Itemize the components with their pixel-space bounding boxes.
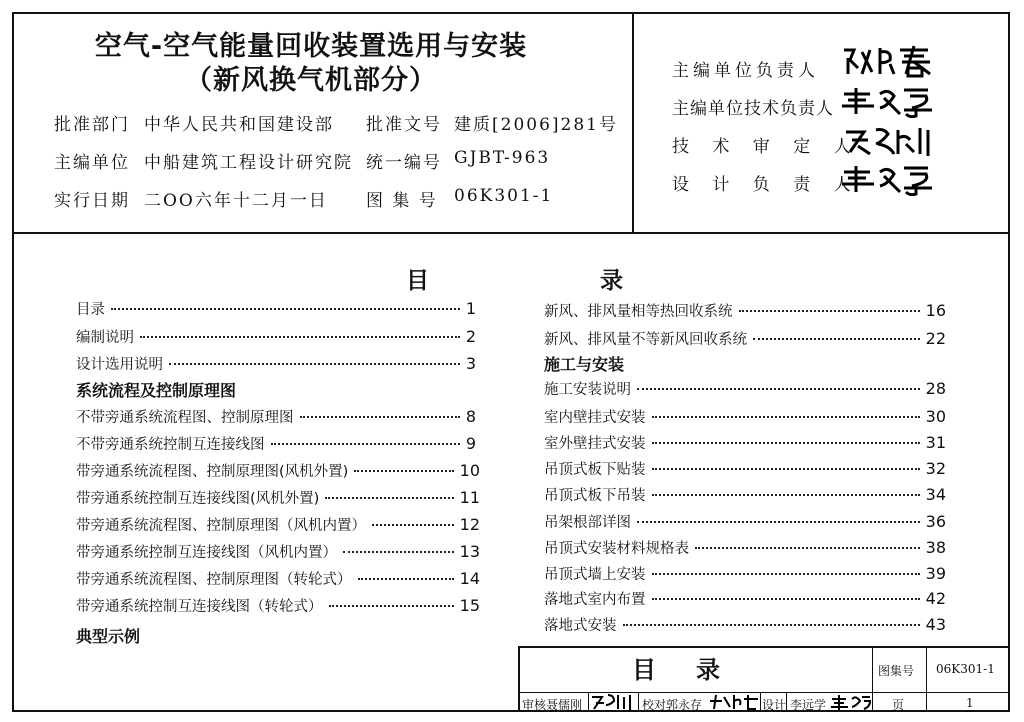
toc-entry-page: 28: [925, 379, 946, 398]
atlas-no-label: 图集号: [878, 664, 915, 678]
toc-entry-text: 吊顶式板下吊装: [544, 488, 646, 504]
meta-label-approval-dept: 批准部门: [54, 115, 130, 135]
toc-section-heading: 典型示例: [76, 627, 141, 646]
leader-dots: [111, 308, 460, 310]
toc-entry[interactable]: [544, 300, 946, 321]
toc-entry-text: 目录: [76, 302, 105, 318]
reviewer-name: 聂儒刚: [546, 698, 583, 712]
toc-title-right: 录: [600, 268, 623, 294]
toc-entry[interactable]: [76, 353, 476, 374]
toc-entry-text: 带旁通系统流程图、控制原理图（风机内置）: [76, 518, 366, 534]
leader-dots: [637, 388, 920, 390]
document-title: 空气-空气能量回收装置选用与安装: [94, 31, 528, 62]
tb-divider: [760, 692, 761, 712]
toc-entry-text: 吊顶式板下贴装: [544, 462, 646, 478]
toc-entry[interactable]: [76, 568, 480, 589]
toc-entry-page: 15: [459, 596, 480, 615]
leader-dots: [623, 624, 920, 626]
meta-value-approval-dept: 中华人民共和国建设部: [144, 115, 334, 135]
toc-entry-page: 1: [465, 299, 476, 318]
signature-label-tech-chief: 主编单位技术负责人: [672, 99, 834, 119]
signature-label-design-lead: 设 计 负 责 人: [672, 175, 860, 195]
leader-dots: [652, 598, 920, 600]
toc-entry-page: 16: [925, 301, 946, 320]
toc-entry-text: 不带旁通系统流程图、控制原理图: [76, 410, 294, 426]
toc-entry-text: 设计选用说明: [76, 357, 163, 373]
toc-entry-page: 30: [925, 407, 946, 426]
toc-entry-page: 42: [925, 589, 946, 608]
check-label: 校对: [642, 698, 667, 712]
title-block-name: 目录: [632, 656, 760, 684]
toc-entry-text: 施工安装说明: [544, 382, 631, 398]
toc-entry[interactable]: [76, 298, 476, 319]
page-number: 1: [966, 696, 974, 710]
checker-name: 郭永存: [666, 698, 703, 712]
tb-divider: [588, 692, 589, 712]
leader-dots: [140, 336, 460, 338]
toc-entry[interactable]: [76, 514, 480, 535]
toc-entry-page: 8: [465, 407, 476, 426]
toc-entry[interactable]: [76, 595, 480, 616]
document-subtitle: （新风换气机部分）: [185, 65, 437, 96]
meta-label-effective-date: 实行日期: [54, 191, 130, 211]
toc-entry-text: 吊顶式安装材料规格表: [544, 541, 689, 557]
toc-entry-text: 落地式安装: [544, 618, 617, 634]
toc-entry-text: 新风、排风量相等热回收系统: [544, 304, 733, 320]
toc-entry-text: 编制说明: [76, 330, 134, 346]
toc-entry-page: 11: [459, 488, 480, 507]
leader-dots: [652, 573, 920, 575]
toc-entry-text: 吊架根部详图: [544, 515, 631, 531]
toc-entry-page: 38: [925, 538, 946, 557]
toc-title-left: 目: [406, 268, 429, 294]
leader-dots: [358, 578, 454, 580]
toc-entry-page: 43: [925, 615, 946, 634]
review-label: 审核: [522, 698, 547, 712]
meta-value-unified-no: GJBT-963: [454, 148, 551, 168]
toc-entry-page: 34: [925, 485, 946, 504]
handwritten-signature-4: [840, 162, 940, 196]
design-label: 设计: [762, 698, 787, 712]
toc-section-heading: 施工与安装: [544, 355, 625, 374]
handwritten-signature-2: [840, 84, 940, 118]
handwritten-signature-1: [840, 44, 940, 78]
page-label: 页: [892, 698, 905, 712]
leader-dots: [695, 547, 920, 549]
handwritten-signature-3: [840, 124, 940, 158]
toc-entry-page: 12: [459, 515, 480, 534]
toc-entry-page: 39: [925, 564, 946, 583]
tb-divider: [638, 692, 639, 712]
leader-dots: [637, 521, 920, 523]
meta-label-editor-unit: 主编单位: [54, 153, 130, 173]
toc-entry-text: 室外壁挂式安装: [544, 436, 646, 452]
tb-divider: [872, 648, 873, 712]
toc-entry-page: 3: [465, 354, 476, 373]
toc-entry[interactable]: [76, 406, 476, 427]
toc-entry-text: 新风、排风量不等新风回收系统: [544, 332, 747, 348]
toc-entry-text: 带旁通系统流程图、控制原理图（转轮式）: [76, 572, 352, 588]
toc-entry[interactable]: [76, 541, 480, 562]
toc-entry[interactable]: [544, 484, 946, 505]
meta-label-unified-no: 统一编号: [366, 153, 442, 173]
toc-entry-text: 带旁通系统控制互连接线图(风机外置): [76, 491, 320, 507]
meta-value-editor-unit: 中船建筑工程设计研究院: [144, 153, 353, 173]
toc-entry-page: 22: [925, 329, 946, 348]
meta-value-effective-date: 二ΟΟ六年十二月一日: [144, 191, 328, 211]
toc-entry-page: 36: [925, 512, 946, 531]
leader-dots: [652, 468, 920, 470]
toc-entry[interactable]: [544, 588, 946, 609]
toc-entry-text: 不带旁通系统控制互连接线图: [76, 437, 265, 453]
toc-entry-text: 吊顶式墙上安装: [544, 567, 646, 583]
reviewer-signature: [590, 693, 636, 711]
toc-entry[interactable]: [544, 458, 946, 479]
signature-label-chief-unit: 主编单位负责人: [672, 61, 819, 81]
meta-value-atlas-no: 06K301-1: [454, 186, 554, 206]
toc-entry-text: 带旁通系统控制互连接线图（转轮式）: [76, 599, 323, 615]
leader-dots: [652, 442, 920, 444]
toc-section-heading: 系统流程及控制原理图: [76, 381, 237, 400]
toc-entry-page: 31: [925, 433, 946, 452]
signature-label-tech-reviewer: 技 术 审 定 人: [672, 137, 860, 157]
leader-dots: [354, 470, 453, 472]
leader-dots: [372, 524, 454, 526]
toc-entry[interactable]: [544, 563, 946, 584]
tb-divider: [786, 692, 787, 712]
designer-name: 李远学: [790, 698, 827, 712]
toc-entry-text: 落地式室内布置: [544, 592, 646, 608]
meta-label-atlas-no: 图 集 号: [366, 191, 438, 211]
toc-entry-text: 带旁通系统控制互连接线图（风机内置）: [76, 545, 337, 561]
leader-dots: [300, 416, 460, 418]
toc-entry[interactable]: [76, 326, 476, 347]
atlas-no-value: 06K301-1: [936, 662, 995, 676]
toc-entry[interactable]: [544, 406, 946, 427]
toc-entry[interactable]: [544, 511, 946, 532]
toc-entry[interactable]: [76, 433, 476, 454]
leader-dots: [343, 551, 454, 553]
leader-dots: [739, 310, 920, 312]
toc-entry[interactable]: [76, 487, 480, 508]
leader-dots: [329, 605, 454, 607]
title-block: [518, 646, 1010, 712]
leader-dots: [325, 497, 453, 499]
toc-entry-page: 10: [459, 461, 480, 480]
toc-entry-page: 14: [459, 569, 480, 588]
toc-entry[interactable]: [544, 614, 946, 635]
leader-dots: [753, 338, 920, 340]
toc-entry[interactable]: [544, 378, 946, 399]
toc-entry[interactable]: [544, 432, 946, 453]
meta-value-approval-doc: 建质[2006]281号: [454, 115, 618, 135]
tb-divider: [926, 648, 927, 712]
leader-dots: [652, 416, 920, 418]
checker-signature: [708, 693, 760, 711]
toc-entry-text: 室内壁挂式安装: [544, 410, 646, 426]
leader-dots: [271, 443, 460, 445]
header-divider: [12, 232, 1010, 234]
toc-entry-page: 13: [459, 542, 480, 561]
toc-entry-page: 32: [925, 459, 946, 478]
toc-entry[interactable]: [544, 537, 946, 558]
toc-entry[interactable]: [76, 460, 480, 481]
designer-signature: [830, 693, 872, 711]
toc-entry-page: 2: [465, 327, 476, 346]
meta-label-approval-doc: 批准文号: [366, 115, 442, 135]
leader-dots: [652, 494, 920, 496]
toc-entry-text: 带旁通系统流程图、控制原理图(风机外置): [76, 464, 349, 480]
toc-entry-page: 9: [465, 434, 476, 453]
leader-dots: [169, 363, 460, 365]
toc-entry[interactable]: [544, 328, 946, 349]
